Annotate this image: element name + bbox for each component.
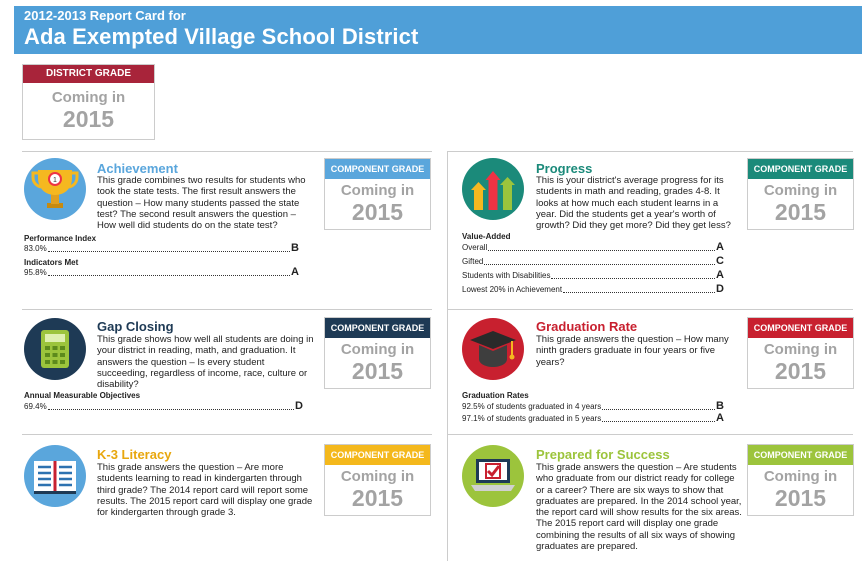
measure-grade: D xyxy=(295,401,303,412)
prepared-title: Prepared for Success xyxy=(536,447,670,462)
measure-grade: A xyxy=(716,270,724,281)
component-grade-label: COMPONENT GRADE xyxy=(325,159,430,179)
coming-year-text: 2015 xyxy=(774,199,827,225)
gap-closing-title: Gap Closing xyxy=(97,319,174,334)
value-added-label: Value-Added xyxy=(462,232,511,241)
achievement-component-grade xyxy=(324,158,431,230)
measure-label: Students with Disabilities xyxy=(462,271,551,280)
component-grade-label: COMPONENT GRADE xyxy=(325,445,430,465)
performance-index-label: Performance Index xyxy=(24,234,97,243)
divider xyxy=(22,309,432,310)
coming-in-text: Coming in xyxy=(340,341,415,358)
district-grade-box xyxy=(22,64,155,140)
divider xyxy=(447,151,448,561)
graduation-cap-icon xyxy=(462,318,524,385)
component-grade-value xyxy=(325,338,430,383)
value-added-overall-row xyxy=(462,242,724,253)
measure-value: 95.8% xyxy=(24,268,47,277)
indicators-met-label: Indicators Met xyxy=(24,258,79,267)
district-grade-value xyxy=(23,83,154,131)
amo-label: Annual Measurable Objectives xyxy=(24,391,141,400)
amo-row xyxy=(24,401,303,412)
measure-grade: A xyxy=(716,413,724,424)
value-added-lowest20-row xyxy=(462,284,724,295)
district-grade-label: DISTRICT GRADE xyxy=(23,65,154,83)
trophy-icon xyxy=(24,158,86,225)
divider xyxy=(447,309,853,310)
coming-in-text: Coming in xyxy=(763,182,838,199)
calculator-icon xyxy=(24,318,86,385)
measure-label: Gifted xyxy=(462,257,484,266)
measure-value: 83.0% xyxy=(24,244,47,253)
measure-label: Lowest 20% in Achievement xyxy=(462,285,563,294)
coming-year-text: 2015 xyxy=(774,358,827,384)
measure-grade: A xyxy=(716,242,724,253)
component-grade-label: COMPONENT GRADE xyxy=(748,445,853,465)
k3-literacy-description: This grade answers the question – Are more students learning to read in kindergarten through third grade? The 2014 report card will report some results. The 2015 report card will display one grade for kindergarten through grade 3. xyxy=(97,462,313,519)
component-grade-label: COMPONENT GRADE xyxy=(748,159,853,179)
k3-literacy-component-grade xyxy=(324,444,431,516)
measure-label: 92.5% of students graduated in 4 years xyxy=(462,402,602,411)
component-grade-value xyxy=(748,179,853,224)
divider xyxy=(22,151,432,152)
value-added-gifted-row xyxy=(462,256,724,267)
value-added-disabilities-row xyxy=(462,270,724,281)
measure-value: 69.4% xyxy=(24,402,47,411)
coming-in-text: Coming in xyxy=(340,468,415,485)
coming-in-text: Coming in xyxy=(51,89,126,106)
component-grade-value xyxy=(325,179,430,224)
k3-literacy-title: K-3 Literacy xyxy=(97,447,172,462)
performance-index-row xyxy=(24,243,299,254)
component-grade-value xyxy=(748,338,853,383)
coming-in-text: Coming in xyxy=(763,468,838,485)
achievement-title: Achievement xyxy=(97,161,178,176)
coming-year-text: 2015 xyxy=(351,485,404,511)
open-book-icon xyxy=(24,445,86,512)
component-grade-value xyxy=(325,465,430,510)
coming-in-text: Coming in xyxy=(340,182,415,199)
divider xyxy=(22,434,432,435)
measure-label: Overall xyxy=(462,243,488,252)
measure-grade: C xyxy=(716,256,724,267)
graduation-4yr-row xyxy=(462,401,724,412)
coming-year-text: 2015 xyxy=(351,199,404,225)
progress-component-grade xyxy=(747,158,854,230)
graduation-rate-description: This grade answers the question – How many ninth graders graduate in four years or five years? xyxy=(536,334,729,368)
measure-grade: B xyxy=(291,243,299,254)
prepared-component-grade xyxy=(747,444,854,516)
divider xyxy=(447,434,853,435)
laptop-checkbox-icon xyxy=(462,445,524,512)
prepared-description: This grade answers the question – Are students who graduate from our district ready for college or a career? There are six ways to show that graduates are prepared. In the 2014 school year, the report card will show results for the six areas. The 2015 report card will display one grade combining the results of all six ways of showing graduates are prepared. xyxy=(536,462,742,553)
coming-year-text: 2015 xyxy=(774,485,827,511)
graduation-rate-title: Graduation Rate xyxy=(536,319,638,334)
svg-text:1: 1 xyxy=(53,177,57,184)
coming-year-text: 2015 xyxy=(62,106,115,132)
bar-chart-arrows-icon xyxy=(462,158,524,225)
progress-title: Progress xyxy=(536,161,593,176)
divider xyxy=(447,151,853,152)
report-header xyxy=(14,6,862,54)
report-subtitle: 2012-2013 Report Card for xyxy=(24,8,186,23)
component-grade-label: COMPONENT GRADE xyxy=(325,318,430,338)
component-grade-label: COMPONENT GRADE xyxy=(748,318,853,338)
coming-year-text: 2015 xyxy=(351,358,404,384)
coming-in-text: Coming in xyxy=(763,341,838,358)
district-name: Ada Exempted Village School District xyxy=(24,24,419,49)
component-grade-value xyxy=(748,465,853,510)
graduation-rate-component-grade xyxy=(747,317,854,389)
progress-description: This is your district's average progress for its students in math and reading, grades 4-8. It looks at how much each student learns in a year. Did the students get a year's worth of growth? Did they get more? Did they get less? xyxy=(536,175,731,232)
achievement-description: This grade combines two results for students who took the state tests. The first result answers the question – How many students passed the state test? The second result answers the question – How well did students do on the state test? xyxy=(97,175,306,232)
measure-label: 97.1% of students graduated in 5 years xyxy=(462,414,602,423)
graduation-rates-label: Graduation Rates xyxy=(462,391,529,400)
measure-grade: D xyxy=(716,284,724,295)
gap-closing-description: This grade shows how well all students are doing in your district in reading, math, and graduation. It answers the question – Is every student succeeding, regardless of income, race, culture or disability? xyxy=(97,334,314,391)
indicators-met-row xyxy=(24,267,299,278)
measure-grade: A xyxy=(291,267,299,278)
gap-closing-component-grade xyxy=(324,317,431,389)
measure-grade: B xyxy=(716,401,724,412)
graduation-5yr-row xyxy=(462,413,724,424)
